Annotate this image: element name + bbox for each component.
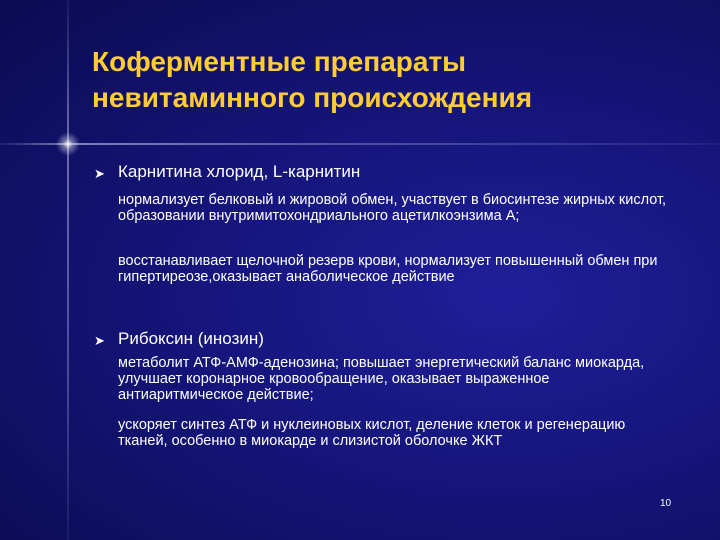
decorative-star-sparkle-icon: [55, 131, 81, 157]
item-description-carnitine-2: восстанавливает щелочной резерв крови, нормализует повышенный обмен при гипертиреозе,оказывает анаболическое действие: [118, 253, 658, 285]
arrowhead-bullet-icon: ➤: [94, 166, 105, 181]
slide-title-line-2: невитаминного происхождения: [92, 82, 533, 113]
item-description-riboxin-1: метаболит АТФ-АМФ-аденозина; повышает энергетический баланс миокарда, улучшает коронарное кровообращение, оказывает выраженное антиаритмическое действие;: [118, 355, 645, 403]
slide-title: [92, 44, 692, 116]
page-number: 10: [660, 498, 672, 509]
decorative-horizontal-line: [0, 143, 720, 145]
arrowhead-bullet-icon: ➤: [94, 333, 105, 348]
item-description-riboxin-2: ускоряет синтез АТФ и нуклеиновых кислот, деление клеток и регенерацию тканей, особенно в миокарде и слизистой оболочке ЖКТ: [118, 417, 626, 449]
decorative-vertical-line: [67, 0, 69, 540]
item-description-carnitine-1: нормализует белковый и жировой обмен, участвует в биосинтезе жирных кислот, образовании внутримитохондриального ацетилкоэнзима А;: [118, 192, 667, 224]
item-title-riboxin: Рибоксин (инозин): [118, 329, 264, 348]
item-title-carnitine: Карнитина хлорид, L-карнитин: [118, 162, 361, 181]
slide-title-line-1: Коферментные препараты: [92, 46, 467, 77]
